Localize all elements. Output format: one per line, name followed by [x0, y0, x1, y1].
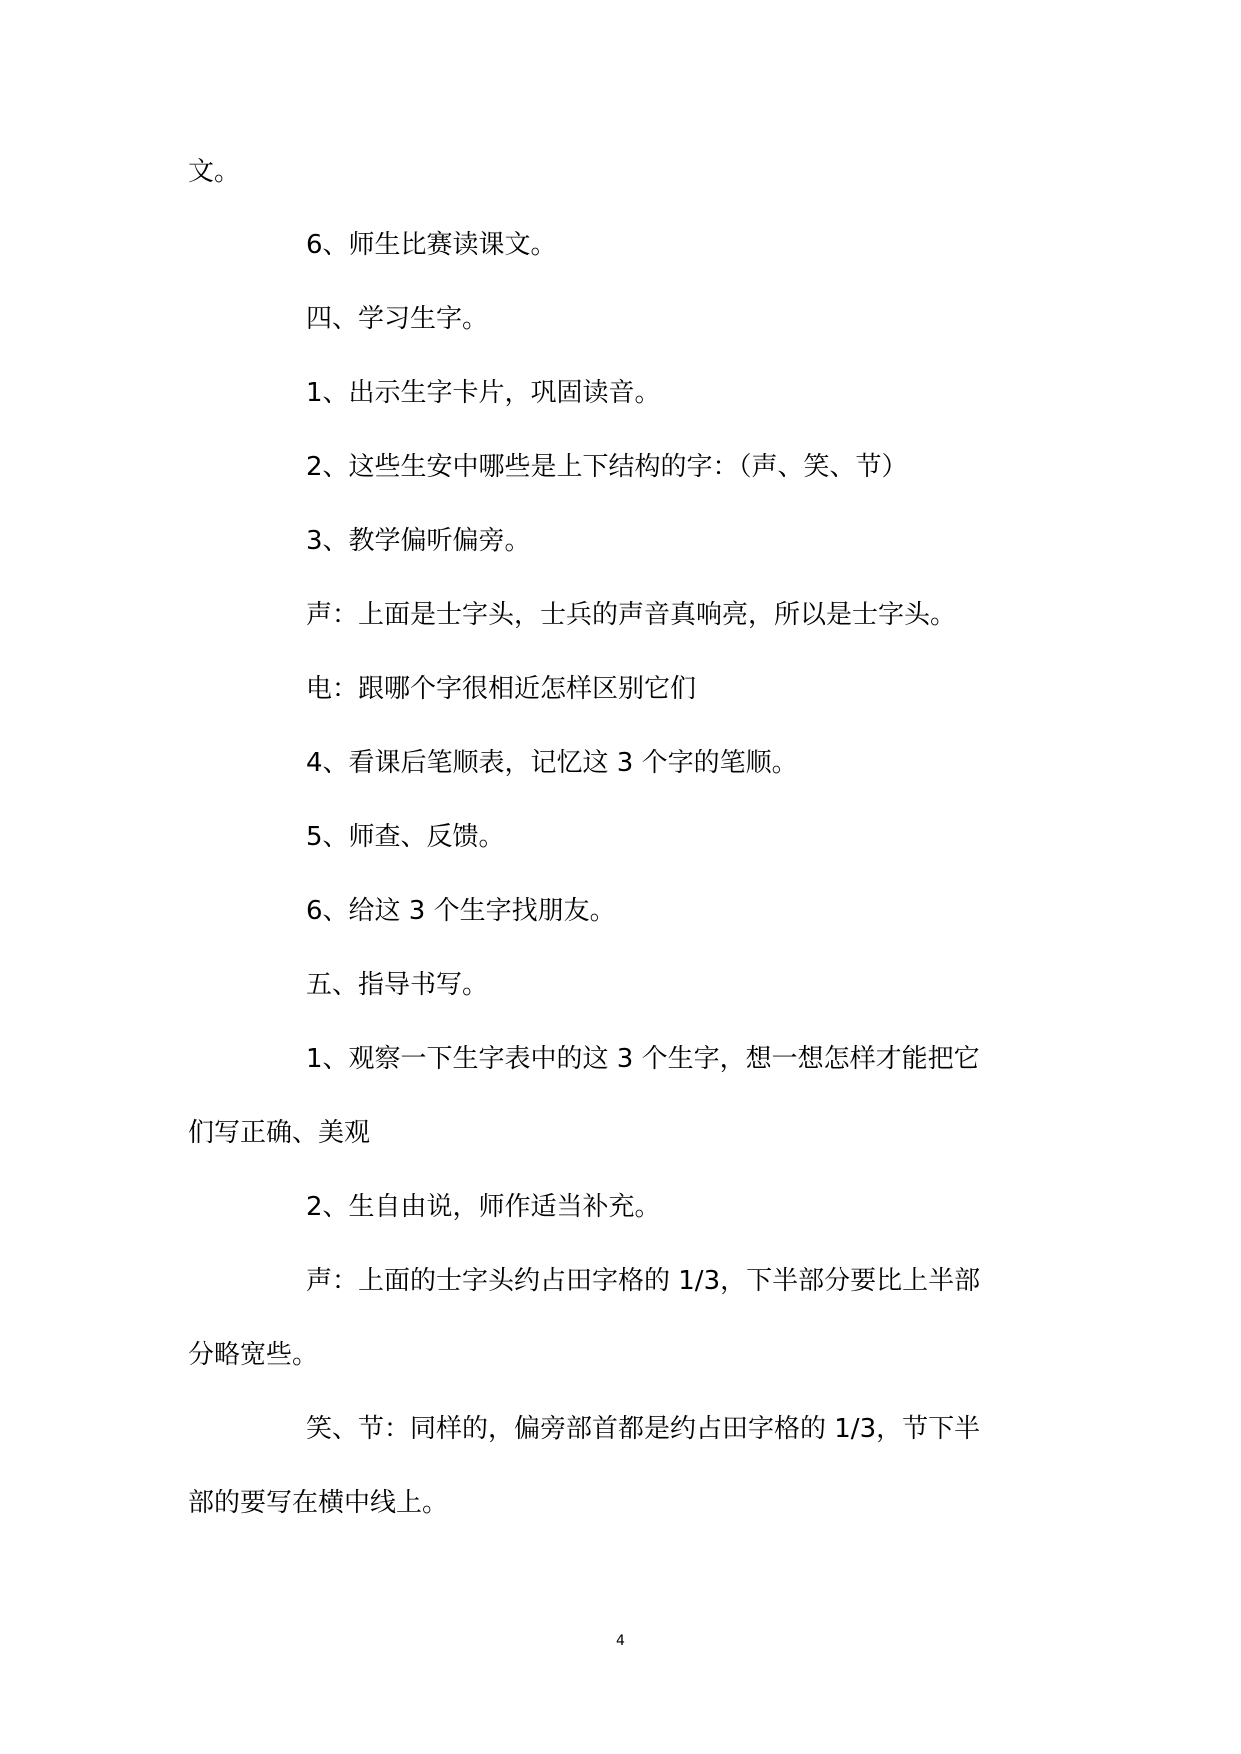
text-line: 5、师查、反馈。 [306, 822, 505, 852]
text-line: 文。 [188, 157, 241, 187]
text-line: 笑、节：同样的，偏旁部首都是约占田字格的 1/3，节下半 [306, 1414, 981, 1444]
page-number: 4 [616, 1633, 625, 1649]
text-line: 部的要写在横中线上。 [188, 1488, 449, 1518]
text-line: 6、给这 3 个生字找朋友。 [306, 896, 616, 926]
text-line: 1、观察一下生字表中的这 3 个生字，想一想怎样才能把它 [306, 1044, 980, 1074]
text-line: 声：上面的士字头约占田字格的 1/3，下半部分要比上半部 [306, 1266, 981, 1296]
text-line: 1、出示生字卡片，巩固读音。 [306, 378, 661, 408]
text-line: 2、生自由说，师作适当补充。 [306, 1192, 661, 1222]
text-line: 6、师生比赛读课文。 [306, 230, 557, 260]
text-line: 分略宽些。 [188, 1340, 319, 1370]
text-line: 们写正确、美观 [188, 1118, 371, 1148]
section-heading: 五、指导书写。 [306, 970, 489, 1000]
text-line: 3、教学偏听偏旁。 [306, 526, 531, 556]
text-line: 电：跟哪个字很相近怎样区别它们 [306, 674, 697, 704]
text-line: 4、看课后笔顺表，记忆这 3 个字的笔顺。 [306, 748, 798, 778]
section-heading: 四、学习生字。 [306, 304, 489, 334]
text-line: 2、这些生安中哪些是上下结构的字：（声、笑、节） [306, 452, 908, 482]
text-line: 声：上面是士字头，士兵的声音真响亮，所以是士字头。 [306, 600, 957, 630]
